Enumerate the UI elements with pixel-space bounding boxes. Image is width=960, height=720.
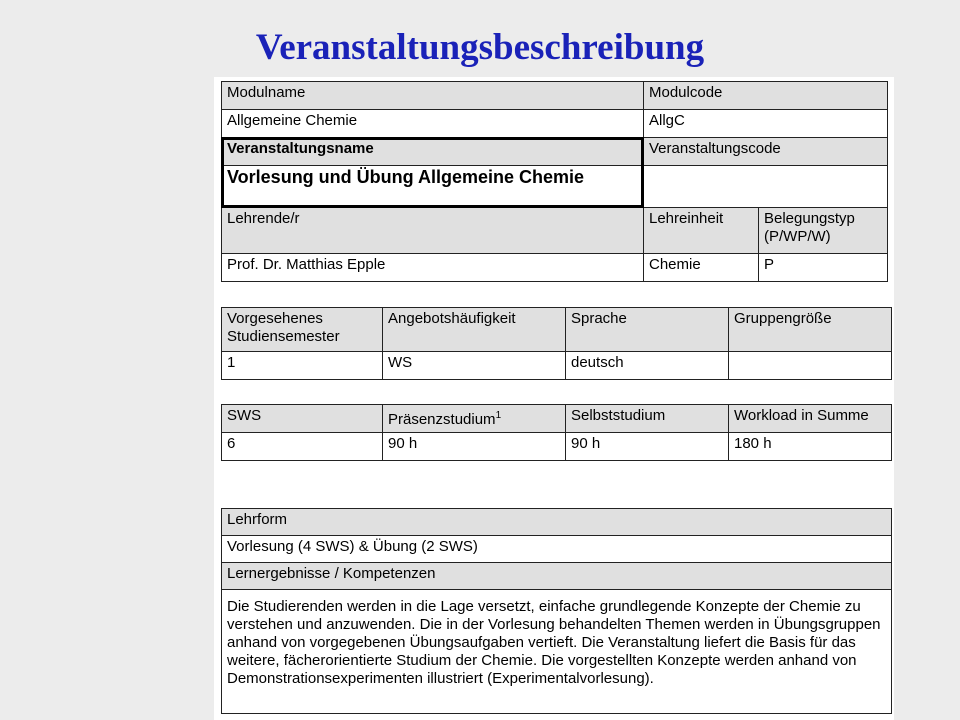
lehrform-label: Lehrform	[222, 509, 892, 536]
header-gruppengroesse: Gruppengröße	[729, 308, 892, 352]
value-workload: 180 h	[729, 433, 892, 461]
lehreinheit-label: Lehreinheit	[644, 208, 759, 254]
value-studiensemester: 1	[222, 352, 383, 380]
value-sprache: deutsch	[566, 352, 729, 380]
veranstaltungscode-label: Veranstaltungscode	[644, 138, 888, 166]
modulcode-value: AllgC	[644, 110, 888, 138]
value-sws: 6	[222, 433, 383, 461]
semester-table	[221, 307, 892, 380]
header-studiensemester: Vorgesehenes Studiensemester	[222, 308, 383, 352]
lehrform-table	[221, 508, 892, 714]
value-gruppengroesse	[729, 352, 892, 380]
workload-table	[221, 404, 892, 461]
header-sws: SWS	[222, 405, 383, 433]
veranstaltungscode-value	[644, 166, 888, 208]
slide-title: Veranstaltungsbeschreibung	[255, 27, 705, 68]
value-selbststudium: 90 h	[566, 433, 729, 461]
praesenzstudium-text: Präsenzstudium	[388, 411, 496, 428]
lehrende-value: Prof. Dr. Matthias Epple	[222, 254, 644, 282]
modulname-value: Allgemeine Chemie	[222, 110, 644, 138]
lernergebnisse-text: Die Studierenden werden in die Lage versetzt, einfache grundlegende Konzepte der Chemie zu verstehen und anzuwenden. Die in der Vorlesung behandelten Themen werden in Übungsgruppen anhand von vorgegebenen Übungsaufgaben vertieft. Die Veranstaltung liefert die Basis für das weitere, fächerorientierte Studium der Chemie. Die vorgestellten Konzepte werden anhand von Demonstrationsexperimenten illustriert (Experimentalvorlesung).	[222, 590, 892, 714]
header-sprache: Sprache	[566, 308, 729, 352]
belegungstyp-value: P	[759, 254, 888, 282]
modulcode-label: Modulcode	[644, 82, 888, 110]
header-workload: Workload in Summe	[729, 405, 892, 433]
value-praesenzstudium: 90 h	[383, 433, 566, 461]
header-angebotshaeufigkeit: Angebotshäufigkeit	[383, 308, 566, 352]
footnote-mark: 1	[495, 410, 502, 421]
veranstaltungsname-value: Vorlesung und Übung Allgemeine Chemie	[222, 166, 644, 208]
modulname-label: Modulname	[222, 82, 644, 110]
lernergebnisse-label: Lernergebnisse / Kompetenzen	[222, 563, 892, 590]
lehreinheit-value: Chemie	[644, 254, 759, 282]
lehrende-label: Lehrende/r	[222, 208, 644, 254]
belegungstyp-label: Belegungstyp (P/WP/W)	[759, 208, 888, 254]
veranstaltungsname-label: Veranstaltungsname	[222, 138, 644, 166]
header-praesenzstudium	[383, 405, 566, 433]
header-selbststudium: Selbststudium	[566, 405, 729, 433]
module-info-table	[221, 81, 888, 282]
lehrform-value: Vorlesung (4 SWS) & Übung (2 SWS)	[222, 536, 892, 563]
value-angebotshaeufigkeit: WS	[383, 352, 566, 380]
